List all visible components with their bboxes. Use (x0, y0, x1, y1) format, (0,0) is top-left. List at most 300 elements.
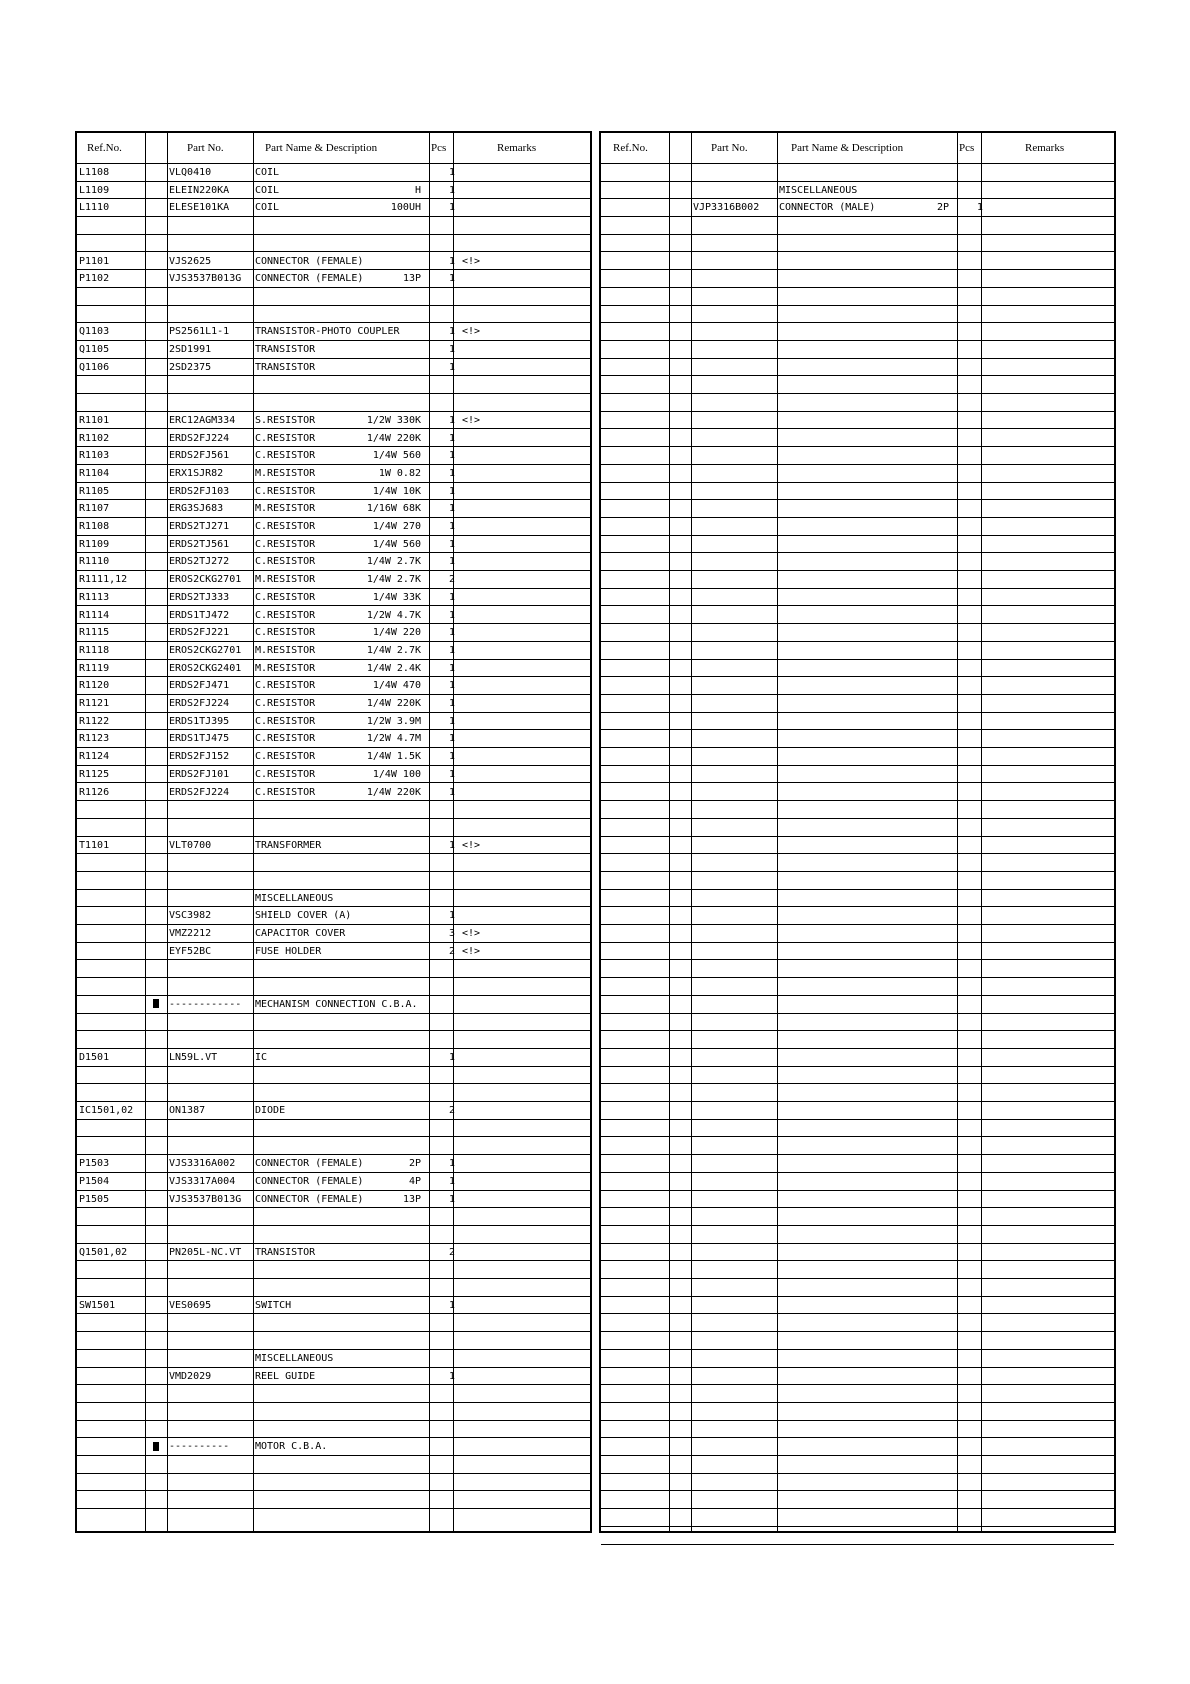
ref-no-cell (79, 1208, 143, 1224)
section-marker-icon (146, 1438, 166, 1454)
pcs-cell: 1 (448, 344, 455, 355)
spec-cell (323, 1456, 421, 1472)
part-no-cell (169, 1138, 253, 1154)
table-row (77, 1385, 590, 1403)
remarks-cell (462, 713, 582, 729)
table-row (77, 447, 590, 465)
table-row (77, 465, 590, 483)
spec-cell: 1/4W 220K (366, 786, 421, 798)
spec-cell (323, 1261, 421, 1277)
part-no-cell: EROS2CKG2701 (169, 574, 242, 586)
part-name-cell: CONNECTOR (FEMALE) (255, 1158, 364, 1170)
part-no-cell (169, 1332, 253, 1348)
ref-no-cell: R1124 (79, 751, 110, 763)
part-name-cell: MISCELLANEOUS (255, 1352, 334, 1364)
table-row (77, 1315, 590, 1333)
table-row (77, 925, 590, 943)
ref-no-cell (79, 306, 143, 322)
parts-table-right (599, 131, 1116, 1533)
table-row (601, 553, 1114, 571)
table-row (601, 766, 1114, 784)
spec-cell: 1/4W 1.5K (366, 751, 421, 763)
ref-no-cell (79, 1421, 143, 1437)
part-name-cell: M.RESISTOR (255, 503, 316, 515)
part-no-cell (169, 1385, 253, 1401)
table-row (77, 872, 590, 890)
pcs-cell (433, 890, 455, 906)
spec-cell: 1/2W 4.7K (366, 609, 421, 621)
table-row (601, 430, 1114, 448)
table-row (601, 730, 1114, 748)
remarks-cell (462, 978, 582, 994)
part-no-cell: EROS2CKG2401 (169, 662, 242, 674)
table-row (77, 306, 590, 324)
pcs-cell: 1 (448, 768, 455, 780)
table-row (77, 412, 590, 430)
table-row (77, 1173, 590, 1191)
part-name-cell: MOTOR C.B.A. (255, 1441, 328, 1453)
part-name-cell: IC (255, 1052, 268, 1063)
part-no-cell (169, 872, 253, 888)
part-name-cell: CONNECTOR (FEMALE) (255, 255, 364, 267)
header-part-no: Part No. (711, 142, 748, 154)
part-no-cell: ERDS2FJ471 (169, 680, 230, 692)
spec-cell: 1W 0.82 (378, 467, 421, 479)
table-row (77, 1155, 590, 1173)
part-no-cell: 2SD2375 (169, 361, 212, 373)
table-row (77, 1350, 590, 1368)
spec-cell: 1/4W 10K (372, 485, 421, 497)
spec-cell: 2P (408, 1158, 421, 1170)
remarks-cell (462, 553, 582, 569)
ref-no-cell (79, 1456, 143, 1472)
remarks-cell (462, 730, 582, 746)
spec-cell: 13P (402, 273, 421, 285)
part-name-cell: TRANSISTOR (255, 344, 316, 355)
spec-cell: 1/2W 4.7M (366, 733, 421, 745)
ref-no-cell: R1115 (79, 627, 110, 639)
remarks-cell: <!> (462, 255, 481, 267)
spec-cell (323, 872, 421, 888)
remarks-cell (462, 819, 582, 835)
spec-cell (323, 1279, 421, 1295)
remarks-cell: <!> (462, 839, 481, 851)
table-row (601, 925, 1114, 943)
part-no-cell: ERG3SJ683 (169, 503, 224, 515)
header-remarks: Remarks (497, 142, 537, 154)
table-row (77, 1403, 590, 1421)
remarks-cell (462, 1120, 582, 1136)
part-no-cell (169, 1315, 253, 1331)
spec-cell (323, 1031, 421, 1047)
remarks-cell (462, 961, 582, 977)
ref-no-cell: T1101 (79, 839, 110, 851)
ref-no-cell: R1113 (79, 591, 110, 603)
part-no-cell (169, 1474, 253, 1490)
part-no-cell (169, 1492, 253, 1508)
remarks-cell (990, 164, 1110, 180)
remarks-cell (462, 1332, 582, 1348)
ref-no-cell: R1102 (79, 432, 110, 444)
remarks-cell: <!> (462, 326, 481, 338)
remarks-cell (462, 164, 582, 180)
pcs-cell: 1 (448, 202, 455, 214)
part-no-cell: ERC12AGM334 (169, 414, 236, 426)
table-row (601, 1332, 1114, 1350)
table-row (601, 677, 1114, 695)
ref-no-cell: L1109 (79, 184, 110, 196)
pcs-cell (433, 996, 455, 1012)
table-row (77, 1191, 590, 1209)
remarks-cell (462, 1014, 582, 1030)
spec-cell (323, 217, 421, 233)
spec-cell: 4P (408, 1175, 421, 1187)
part-name-cell: COIL (255, 167, 280, 178)
part-name-cell: CAPACITOR COVER (255, 928, 346, 940)
table-row (77, 341, 590, 359)
table-row (601, 164, 1114, 182)
remarks-cell (462, 1261, 582, 1277)
part-name-cell: C.RESISTOR (255, 538, 316, 550)
table-row (77, 695, 590, 713)
table-row (77, 1368, 590, 1386)
pcs-cell: 3 (448, 928, 455, 940)
part-no-cell (169, 288, 253, 304)
spec-cell (323, 801, 421, 817)
pcs-cell: 1 (448, 1370, 455, 1382)
spec-cell (323, 1084, 421, 1100)
remarks-cell (462, 1385, 582, 1401)
table-row (601, 854, 1114, 872)
ref-no-cell: R1122 (79, 715, 110, 727)
remarks-cell (462, 518, 582, 534)
pcs-cell (433, 376, 455, 392)
remarks-cell (462, 607, 582, 623)
part-name-cell: C.RESISTOR (255, 591, 316, 603)
remarks-cell (462, 1438, 582, 1454)
remarks-cell: <!> (462, 414, 481, 426)
part-name-cell: C.RESISTOR (255, 485, 316, 497)
table-row (77, 1226, 590, 1244)
part-no-cell: PN205L-NC.VT (169, 1246, 242, 1258)
pcs-cell: 1 (448, 680, 455, 692)
table-row (601, 978, 1114, 996)
part-no-cell (693, 164, 777, 180)
pcs-cell (433, 1315, 455, 1331)
header-ref-no: Ref.No. (613, 142, 648, 154)
part-no-cell (169, 376, 253, 392)
table-row (601, 1315, 1114, 1333)
ref-no-cell: R1104 (79, 467, 110, 479)
table-row (77, 961, 590, 979)
ref-no-cell (79, 1279, 143, 1295)
spec-cell (323, 394, 421, 410)
spec-cell (323, 253, 421, 269)
part-name-cell: CONNECTOR (FEMALE) (255, 1175, 364, 1187)
part-no-cell: EROS2CKG2701 (169, 644, 242, 656)
part-no-cell (169, 819, 253, 835)
table-row (601, 1474, 1114, 1492)
table-row (601, 323, 1114, 341)
table-row (77, 1279, 590, 1297)
remarks-cell: <!> (462, 945, 481, 957)
table-row (77, 1084, 590, 1102)
ref-no-cell (79, 1385, 143, 1401)
remarks-cell (462, 1297, 582, 1313)
table-row (77, 624, 590, 642)
table-row (77, 536, 590, 554)
table-row (601, 1084, 1114, 1102)
spec-cell (323, 1138, 421, 1154)
pcs-cell (433, 1120, 455, 1136)
pcs-cell: 1 (448, 255, 455, 267)
spec-cell: 1/4W 220K (366, 432, 421, 444)
ref-no-cell: R1119 (79, 662, 110, 674)
table-row (601, 1138, 1114, 1156)
table-row (77, 1332, 590, 1350)
remarks-cell (462, 1350, 582, 1366)
part-name-cell: CONNECTOR (FEMALE) (255, 273, 364, 285)
ref-no-cell: R1123 (79, 733, 110, 745)
table-row (77, 1297, 590, 1315)
spec-cell (851, 182, 949, 198)
table-row (77, 1138, 590, 1156)
remarks-cell (990, 182, 1110, 198)
part-no-cell (693, 182, 777, 198)
spec-cell (323, 1049, 421, 1065)
ref-no-cell (79, 1368, 143, 1384)
pcs-cell (433, 306, 455, 322)
remarks-cell (462, 890, 582, 906)
part-name-cell: C.RESISTOR (255, 609, 316, 621)
remarks-cell (462, 182, 582, 198)
pcs-cell: 1 (448, 184, 455, 196)
ref-no-cell: R1120 (79, 680, 110, 692)
pcs-cell (433, 1014, 455, 1030)
remarks-cell (462, 1049, 582, 1065)
remarks-cell (462, 483, 582, 499)
spec-cell (323, 819, 421, 835)
spec-cell: H (414, 184, 421, 196)
part-name-cell: SHIELD COVER (A) (255, 910, 352, 922)
spec-cell (323, 1297, 421, 1313)
part-no-cell: ERX1SJR82 (169, 467, 224, 479)
black-square-icon (153, 999, 159, 1008)
pcs-cell (433, 288, 455, 304)
remarks-cell (462, 447, 582, 463)
table-row (77, 1014, 590, 1032)
part-name-cell: DIODE (255, 1105, 286, 1117)
part-no-cell (169, 1031, 253, 1047)
remarks-cell (462, 1208, 582, 1224)
ref-no-cell (603, 182, 667, 198)
pcs-cell (433, 1084, 455, 1100)
remarks-cell (462, 996, 582, 1012)
pcs-cell: 2 (448, 945, 455, 957)
pcs-cell: 1 (448, 467, 455, 479)
ref-no-cell (79, 872, 143, 888)
table-row (77, 677, 590, 695)
part-name-cell: CONNECTOR (FEMALE) (255, 1193, 364, 1205)
pcs-cell (433, 961, 455, 977)
part-no-cell: VJS2625 (169, 255, 212, 267)
ref-no-cell (79, 801, 143, 817)
ref-no-cell: Q1501,02 (79, 1246, 128, 1258)
remarks-cell (462, 1067, 582, 1083)
pcs-cell (433, 1208, 455, 1224)
table-row (601, 890, 1114, 908)
header-part-no: Part No. (187, 142, 224, 154)
table-row (77, 1208, 590, 1226)
table-row (601, 872, 1114, 890)
part-no-cell: VES0695 (169, 1299, 212, 1311)
table-row (601, 270, 1114, 288)
part-name-cell: COIL (255, 184, 280, 196)
remarks-cell (462, 536, 582, 552)
pcs-cell: 1 (448, 662, 455, 674)
pcs-cell: 1 (448, 485, 455, 497)
ref-no-cell: R1125 (79, 768, 110, 780)
ref-no-cell: R1107 (79, 503, 110, 515)
table-row (77, 270, 590, 288)
remarks-cell (462, 1031, 582, 1047)
ref-no-cell (79, 819, 143, 835)
part-no-cell: ERDS2FJ561 (169, 450, 230, 462)
ref-no-cell (79, 1403, 143, 1419)
table-row (77, 801, 590, 819)
spec-cell (323, 1385, 421, 1401)
part-no-cell (169, 1120, 253, 1136)
spec-cell (323, 359, 421, 375)
table-row (601, 1456, 1114, 1474)
ref-no-cell: R1118 (79, 644, 110, 656)
ref-no-cell (603, 199, 667, 215)
remarks-cell (462, 1315, 582, 1331)
part-no-cell (169, 1014, 253, 1030)
part-no-cell (169, 890, 253, 906)
spec-cell (323, 1014, 421, 1030)
table-row (601, 412, 1114, 430)
part-no-cell (169, 394, 253, 410)
ref-no-cell (79, 376, 143, 392)
table-row (601, 837, 1114, 855)
ref-no-cell: R1114 (79, 609, 110, 621)
part-no-cell: ERDS2FJ221 (169, 627, 230, 639)
remarks-cell (462, 1138, 582, 1154)
ref-no-cell (79, 978, 143, 994)
table-row (601, 536, 1114, 554)
table-row (601, 571, 1114, 589)
part-no-cell (169, 217, 253, 233)
table-row (601, 217, 1114, 235)
part-no-cell (169, 801, 253, 817)
part-name-cell: TRANSISTOR (255, 1246, 316, 1258)
table-row (601, 1261, 1114, 1279)
spec-cell: 1/4W 560 (372, 538, 421, 550)
table-row (77, 500, 590, 518)
pcs-cell: 1 (448, 910, 455, 922)
part-no-cell: ------------ (169, 998, 242, 1010)
pcs-cell: 1 (448, 538, 455, 550)
pcs-cell: 2 (448, 1246, 455, 1258)
header-remarks: Remarks (1025, 142, 1065, 154)
ref-no-cell (79, 217, 143, 233)
spec-cell: 1/4W 560 (372, 450, 421, 462)
part-no-cell: VJS3317A004 (169, 1175, 236, 1187)
part-name-cell: C.RESISTOR (255, 627, 316, 639)
table-row (77, 164, 590, 182)
table-row (77, 854, 590, 872)
ref-no-cell: R1111,12 (79, 574, 128, 586)
spec-cell (323, 961, 421, 977)
table-row (601, 288, 1114, 306)
spec-cell (323, 837, 421, 853)
part-no-cell (169, 1261, 253, 1277)
remarks-cell (462, 359, 582, 375)
table-row (77, 359, 590, 377)
ref-no-cell (79, 1138, 143, 1154)
part-no-cell: EYF52BC (169, 945, 212, 957)
header-pcs: Pcs (959, 142, 975, 154)
pcs-cell: 1 (448, 591, 455, 603)
pcs-cell (433, 1456, 455, 1472)
part-no-cell (169, 854, 253, 870)
spec-cell: 1/4W 2.4K (366, 662, 421, 674)
spec-cell (323, 1226, 421, 1242)
ref-no-cell: P1504 (79, 1175, 110, 1187)
remarks-cell (462, 270, 582, 286)
part-name-cell: MISCELLANEOUS (255, 892, 334, 904)
table-row (601, 1173, 1114, 1191)
spec-cell (323, 907, 421, 923)
part-name-cell: REEL GUIDE (255, 1370, 316, 1382)
part-no-cell (169, 1403, 253, 1419)
spec-cell (323, 943, 421, 959)
spec-cell (323, 235, 421, 251)
pcs-cell: 1 (448, 751, 455, 763)
part-name-cell: S.RESISTOR (255, 414, 316, 426)
pcs-cell (433, 1138, 455, 1154)
part-name-cell: M.RESISTOR (255, 644, 316, 656)
pcs-cell (433, 872, 455, 888)
remarks-cell (462, 235, 582, 251)
remarks-cell (462, 306, 582, 322)
part-name-cell: C.RESISTOR (255, 698, 316, 709)
table-row (601, 695, 1114, 713)
part-no-cell: ERDS1TJ472 (169, 609, 230, 621)
spec-cell: 1/2W 3.9M (366, 715, 421, 727)
table-row (601, 1527, 1114, 1545)
ref-no-cell: Q1103 (79, 326, 110, 338)
ref-no-cell: Q1106 (79, 361, 110, 373)
remarks-cell (462, 660, 582, 676)
pcs-cell: 1 (448, 698, 455, 709)
table-row (77, 1067, 590, 1085)
table-row (601, 1438, 1114, 1456)
table-row (601, 1102, 1114, 1120)
pcs-cell: 1 (448, 326, 455, 338)
remarks-cell (462, 500, 582, 516)
pcs-cell (433, 1031, 455, 1047)
ref-no-cell (79, 1332, 143, 1348)
part-no-cell: LN59L.VT (169, 1052, 218, 1063)
part-name-cell: FUSE HOLDER (255, 945, 322, 957)
spec-cell (323, 854, 421, 870)
spec-cell: 2P (936, 202, 949, 214)
part-no-cell: ERDS2FJ101 (169, 768, 230, 780)
remarks-cell (462, 430, 582, 446)
parts-table-left (75, 131, 592, 1533)
